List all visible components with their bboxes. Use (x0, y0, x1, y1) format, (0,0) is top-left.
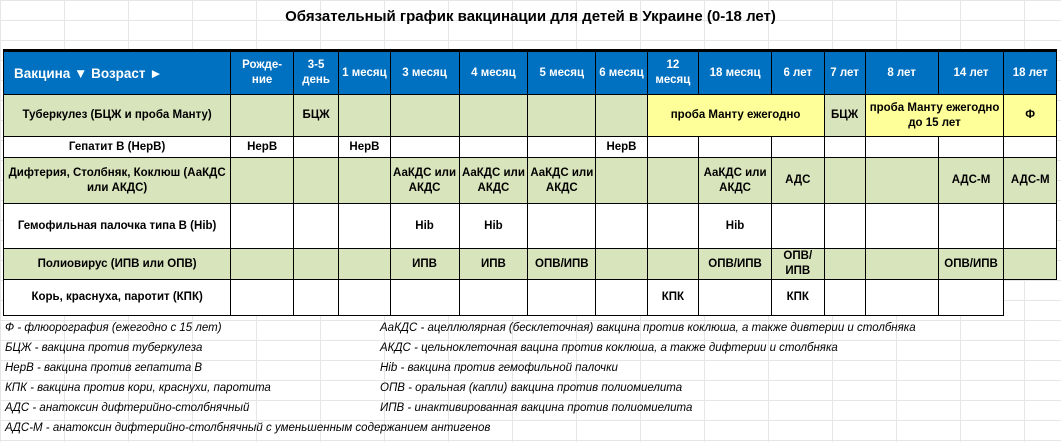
schedule-cell (938, 137, 1004, 158)
legend-item: АДС - анатоксин дифтерийно-столбнячный (5, 402, 250, 414)
page-title: Обязательный график вакцинации для детей в Украине (0-18 лет) (285, 8, 776, 25)
legend-item: Hib - вакцина против гемофильной палочки (380, 362, 618, 374)
schedule-cell (459, 95, 528, 137)
schedule-cell (528, 280, 596, 316)
header-corner: Вакцина ▼ Возраст ► (4, 51, 231, 95)
schedule-cell (596, 280, 647, 316)
schedule-cell (824, 158, 865, 204)
schedule-cell (865, 158, 938, 204)
schedule-cell (293, 249, 338, 280)
schedule-cell (824, 280, 865, 316)
header-row (4, 51, 1057, 95)
schedule-cell (339, 95, 390, 137)
schedule-cell: АаКДС или АКДС (459, 158, 528, 204)
legend-right (380, 318, 916, 418)
vaccine-name: Гепатит В (НерВ) (4, 137, 231, 158)
age-header: 8 лет (865, 51, 938, 95)
vaccine-name: Полиовирус (ИПВ или ОПВ) (4, 249, 231, 280)
table-row-dtp (4, 158, 1057, 204)
legend-item: ОПВ - оральная (капли) вакцина против полиомиелита (380, 382, 683, 394)
schedule-cell (528, 137, 596, 158)
schedule-cell: АДС-М (938, 158, 1004, 204)
schedule-cell: Hib (699, 204, 772, 249)
schedule-cell (772, 137, 824, 158)
age-header: 18 месяц (699, 51, 772, 95)
schedule-cell: КПК (647, 280, 698, 316)
vaccination-schedule-table (3, 49, 1057, 316)
vaccine-name: Дифтерия, Столбняк, Коклюш (АаКДС или АКДС) (4, 158, 231, 204)
schedule-cell (824, 137, 865, 158)
schedule-cell-mantoux: проба Манту ежегодно (647, 95, 824, 137)
legend-item: КПК - вакцина против кори, краснухи, паротита (5, 382, 271, 394)
legend-item: ИПВ - инактивированная вакцина против полиомиелита (380, 402, 693, 414)
schedule-cell (339, 158, 390, 204)
schedule-cell (647, 137, 698, 158)
schedule-cell (1004, 204, 1057, 249)
schedule-cell: ОПВ/ИПВ (699, 249, 772, 280)
schedule-cell: ОПВ/ИПВ (772, 249, 824, 280)
schedule-cell (293, 137, 338, 158)
schedule-cell: ИПВ (459, 249, 528, 280)
schedule-cell: Hib (390, 204, 459, 249)
table-row-polio (4, 249, 1057, 280)
schedule-cell: АДС-М (1004, 158, 1057, 204)
age-header: 3 месяц (390, 51, 459, 95)
schedule-cell (865, 280, 938, 316)
schedule-cell (339, 280, 390, 316)
schedule-cell (647, 158, 698, 204)
schedule-cell: БЦЖ (824, 95, 865, 137)
schedule-cell (824, 204, 865, 249)
schedule-cell: ОПВ/ИПВ (938, 249, 1004, 280)
age-header: 6 лет (772, 51, 824, 95)
schedule-cell (231, 158, 294, 204)
schedule-cell (293, 158, 338, 204)
schedule-cell (938, 280, 1004, 316)
table-row-mmr (4, 280, 1057, 316)
age-header: 5 месяц (528, 51, 596, 95)
schedule-cell: Hib (459, 204, 528, 249)
schedule-cell: КПК (772, 280, 824, 316)
schedule-cell (596, 249, 647, 280)
table-row-tuberculosis (4, 95, 1057, 137)
schedule-cell: НерВ (231, 137, 294, 158)
schedule-cell (459, 280, 528, 316)
empty-cell (1004, 280, 1057, 316)
vaccine-name: Корь, краснуха, паротит (КПК) (4, 280, 231, 316)
schedule-cell (390, 137, 459, 158)
age-header: 1 месяц (339, 51, 390, 95)
schedule-cell (865, 137, 938, 158)
schedule-cell: АаКДС или АКДС (528, 158, 596, 204)
schedule-cell (865, 249, 938, 280)
schedule-cell (938, 204, 1004, 249)
schedule-cell (647, 204, 698, 249)
age-header: 12 месяц (647, 51, 698, 95)
schedule-cell (459, 137, 528, 158)
schedule-cell (231, 204, 294, 249)
schedule-cell (390, 95, 459, 137)
schedule-cell (596, 158, 647, 204)
schedule-cell (772, 204, 824, 249)
schedule-cell: АДС (772, 158, 824, 204)
schedule-cell (596, 95, 647, 137)
schedule-cell (339, 204, 390, 249)
age-header: 3-5 день (293, 51, 338, 95)
table-row-hib (4, 204, 1057, 249)
schedule-cell (647, 249, 698, 280)
legend-item: АДС-М - анатоксин дифтерийно-столбнячный с уменьшенным содержанием антигенов (5, 422, 491, 434)
schedule-cell (528, 204, 596, 249)
schedule-cell: АаКДС или АКДС (390, 158, 459, 204)
schedule-cell (824, 249, 865, 280)
schedule-cell: НерВ (596, 137, 647, 158)
schedule-cell (528, 95, 596, 137)
schedule-cell: Ф (1004, 95, 1057, 137)
vaccine-name: Туберкулез (БЦЖ и проба Манту) (4, 95, 231, 137)
age-header: 18 лет (1004, 51, 1057, 95)
schedule-cell: НерВ (339, 137, 390, 158)
schedule-cell (390, 280, 459, 316)
schedule-cell (1004, 249, 1057, 280)
legend-item: АаКДС - ацеллюлярная (бесклеточная) вакцина против коклюша, а также дивтерии и столбняка (380, 322, 916, 334)
schedule-cell: БЦЖ (293, 95, 338, 137)
schedule-cell (293, 280, 338, 316)
legend-item: Ф - флюорография (ежегодно с 15 лет) (5, 322, 222, 334)
schedule-cell (231, 280, 294, 316)
schedule-cell-mantoux: проба Манту ежегодно до 15 лет (865, 95, 1004, 137)
table-row-hepatitis-b (4, 137, 1057, 158)
schedule-cell: ИПВ (390, 249, 459, 280)
schedule-cell (293, 204, 338, 249)
age-header: 4 месяц (459, 51, 528, 95)
schedule-cell: АаКДС или АКДС (699, 158, 772, 204)
legend-item: БЦЖ - вакцина против туберкулеза (5, 342, 203, 354)
schedule-cell (596, 204, 647, 249)
schedule-cell: ОПВ/ИПВ (528, 249, 596, 280)
schedule-cell (231, 249, 294, 280)
schedule-cell (699, 137, 772, 158)
age-header: 7 лет (824, 51, 865, 95)
schedule-cell (339, 249, 390, 280)
vaccine-name: Гемофильная палочка типа В (Hib) (4, 204, 231, 249)
age-header: 6 месяц (596, 51, 647, 95)
schedule-cell (1004, 137, 1057, 158)
legend-item: НерВ - вакцина против гепатита В (5, 362, 203, 374)
legend-item: АКДС - цельноклеточная вацина против коклюша, а также дифтерии и столбняка (380, 342, 838, 354)
schedule-cell (699, 280, 772, 316)
age-header: 14 лет (938, 51, 1004, 95)
schedule-cell (231, 95, 294, 137)
schedule-cell (865, 204, 938, 249)
age-header: Рожде-ние (231, 51, 294, 95)
